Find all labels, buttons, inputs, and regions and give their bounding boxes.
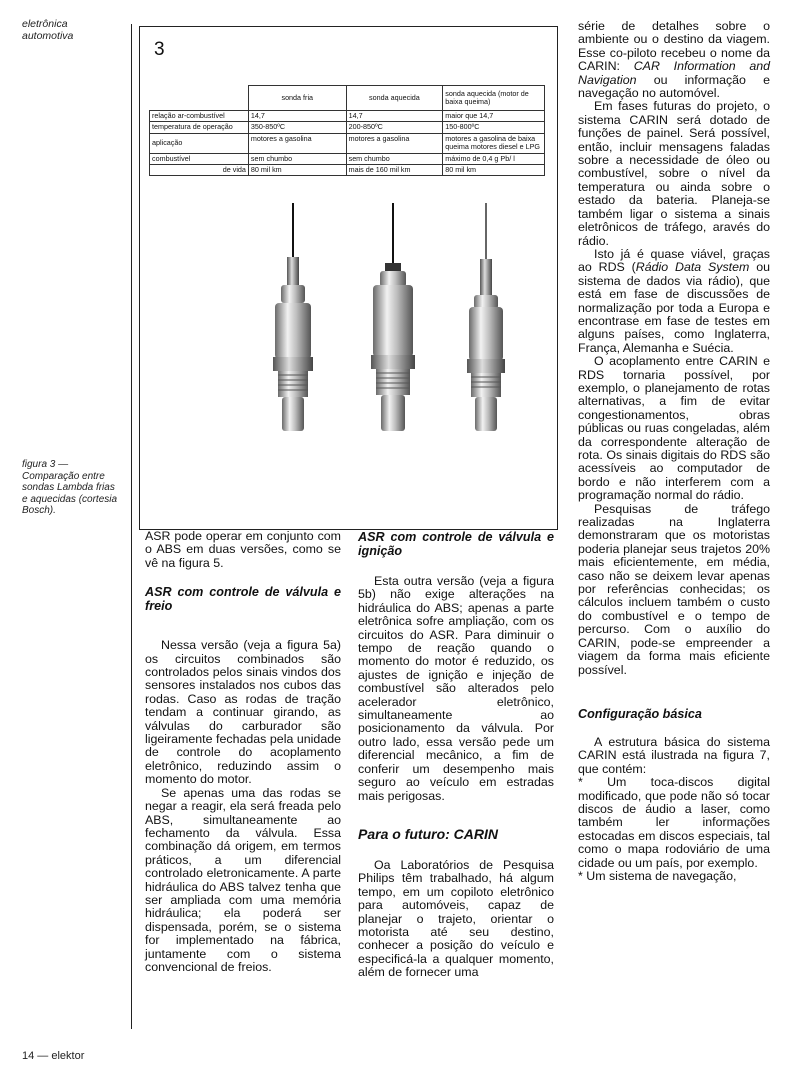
figure-3: [139, 26, 558, 530]
table-row: [150, 122, 545, 133]
table-corner-cell: [150, 86, 249, 111]
paragraph: Oa Laboratórios de Pesquisa Philips têm trabalhado, há algum tempo, em um copiloto eletrônico para automóveis, capaz de planejar o trajeto, orientar o motorista até seu destino, conhecer a posição do veículo e especificá-la a qualquer momento, além de fornecer uma: [358, 857, 554, 980]
paragraph: * Um sistema de navegação,: [578, 868, 737, 883]
text-run: série de detalhes sobre o ambiente ou o destino da viagem. Esse co-piloto recebeu o nome da CARIN:: [578, 19, 770, 74]
table-cell: 80 mil km: [443, 165, 545, 176]
subheading: Configuração básica: [578, 706, 702, 721]
text-run: ou informação e navegação no automóvel.: [578, 72, 770, 101]
sensor-cable: [292, 203, 294, 299]
paragraph: ASR pode operar em conjunto com o ABS em duas versões, como se vê na figura 5.: [145, 529, 341, 570]
table-header: sonda aquecida (motor de baixa queima): [443, 86, 545, 111]
paragraph: Nessa versão (veja a figura 5a) os circuitos combinados são controlados pelos sinais vindos dos sensores instalados nos cubos das rodas. Caso as rodas de tração tendam a continuar girando, as válvulas do carburador são ligeiramente fechadas pela unidade de controle do acoplamento eletrônico, reduzindo assim o momento do motor.: [145, 638, 341, 787]
sensor-cable: [392, 203, 394, 263]
table-row: [150, 165, 545, 176]
text-run: ou sistema de dados via rádio), que está em fase de discussões de normalização por toda a Europa e encontrase em fase de testes em alguns países, como Inglaterra, França, Alemanha e Suécia.: [578, 260, 770, 355]
table-row: [150, 153, 545, 164]
column-rule: [131, 24, 132, 1029]
paragraph: Esta outra versão (veja a figura 5b) não exige alterações na hidráulica do ABS; apenas a parte eletrônica sofre ampliação, com os circuitos do ASR. Para diminuir o tempo de reação quando o momento do motor é reduzido, os ajustes de ignição e injeção de combustível são alterados pelo acelerador eletrônico, simultaneamente ao posicionamento da válvula. Por outro lado, essa versão pede um diferencial mecânico, a fim de conferir um desempenho mais seguro ao veículo em estradas mais perigosas.: [358, 574, 554, 803]
paragraph: O acoplamento entre CARIN e RDS tornaria possível, por exemplo, o planejamento de rotas alternativas, a fim de evitar congestionamentos, obras públicas ou ruas congeladas, além da correspondente alteração de rota. Os sinais digitais do RDS são acessíveis ao computador de bordo e não interferem com a programação normal do rádio.: [578, 354, 770, 503]
table-cell: 350-850ºC: [248, 122, 346, 133]
table-cell: 200-850ºC: [346, 122, 443, 133]
table-cell: maior que 14,7: [443, 111, 545, 122]
text-run-italic: CAR Information and Navigation: [578, 59, 771, 87]
text-run-italic: Rádio Data System: [635, 260, 750, 275]
figure-caption: figura 3 — Comparação entre sondas Lambda frias e aquecidas (cortesia Bosch).: [22, 459, 118, 516]
paragraph: Se apenas uma das rodas se negar a reagir, ela será freada pelo ABS, simultaneamente ao fechamento da válvula. Essa combinação dá origem, em termos práticos, a um diferencial controlado eletronicamente. A parte hidráulica do ABS talvez tenha que ser ampliada com uma memória hidráulica; ela poderá ser dispensada, porém, se o sistema for implementado na fábrica, juntamente com o sistema convencional de freios.: [145, 785, 341, 974]
table-cell: 80 mil km: [248, 165, 346, 176]
row-label: aplicação: [150, 133, 249, 153]
table-cell: motores a gasolina de baixa queima motores diesel e LPG: [443, 133, 545, 153]
row-label: combustível: [150, 153, 249, 164]
paragraph: Pesquisas de tráfego realizadas na Inglaterra demonstraram que os motoristas poderia planejar seus trajetos 20% mais eficientemente, em média, caso não se deixem levar apenas por referências conhecidas; os cálculos incluem também o custo do combustível e o tempo de percurso. Com o auxílio do CARIN, pode-se empreender a viagem da forma mais eficiente possível.: [578, 501, 770, 677]
paragraph: Em fases futuras do projeto, o sistema CARIN será dotado de funções de painel. Será possível, então, incluir mensagens faladas sobre a necessidade de óleo ou combustível, sobre o nível da temperatura ou ainda sobre o estado da bateria. Planeja-se também ligar o sistema a sinais eletrônicos de tráfego, aravés do rádio.: [578, 99, 770, 248]
text-run: Isto já é quase viável, graças ao RDS (: [578, 246, 770, 275]
text-column-1: [145, 530, 341, 974]
row-label: relação ar-combustível: [150, 111, 249, 122]
table-header-row: [150, 86, 545, 111]
table-header: sonda fria: [248, 86, 346, 111]
subheading: ASR com controle de válvula e freio: [145, 585, 341, 614]
figure-number: 3: [154, 39, 165, 60]
section-heading: Para o futuro: CARIN: [358, 825, 498, 842]
paragraph: A estrutura básica do sistema CARIN está ilustrada na figura 7, que contém:: [578, 734, 770, 776]
section-label: [22, 18, 73, 42]
table-cell: sem chumbo: [346, 153, 443, 164]
paragraph: [578, 248, 770, 355]
paragraph: [578, 20, 770, 100]
sensor-heated: [371, 263, 415, 431]
table-row: [150, 111, 545, 122]
text-column-2: [358, 530, 554, 980]
subheading: ASR com controle de válvula e ignição: [358, 530, 554, 558]
sensor-cable: [485, 203, 487, 299]
table-cell: motores a gasolina: [346, 133, 443, 153]
table-cell: 150-800ºC: [443, 122, 545, 133]
table-cell: motores a gasolina: [248, 133, 346, 153]
table-cell: sem chumbo: [248, 153, 346, 164]
table-row: [150, 133, 545, 153]
text-column-3: [578, 20, 770, 883]
sensor-comparison-table: [149, 85, 545, 176]
section-label-line2: automotiva: [22, 30, 74, 42]
section-label-line1: eletrônica: [22, 18, 68, 30]
table-cell: mais de 160 mil km: [346, 165, 443, 176]
paragraph: * Um toca-discos digital modificado, que pode não só tocar discos de áudio a laser, como também ler informações estocadas em discos especiais, tal como o mapa rodoviário de uma cidade ou um país, por exemplo.: [578, 775, 770, 870]
table-header: sonda aquecida: [346, 86, 443, 111]
table-cell: 14,7: [346, 111, 443, 122]
row-label: de vida: [150, 165, 249, 176]
row-label: temperatura de operação: [150, 122, 249, 133]
table-cell: máximo de 0,4 g Pb/ l: [443, 153, 545, 164]
page-footer: 14 — elektor: [22, 1050, 85, 1062]
table-cell: 14,7: [248, 111, 346, 122]
